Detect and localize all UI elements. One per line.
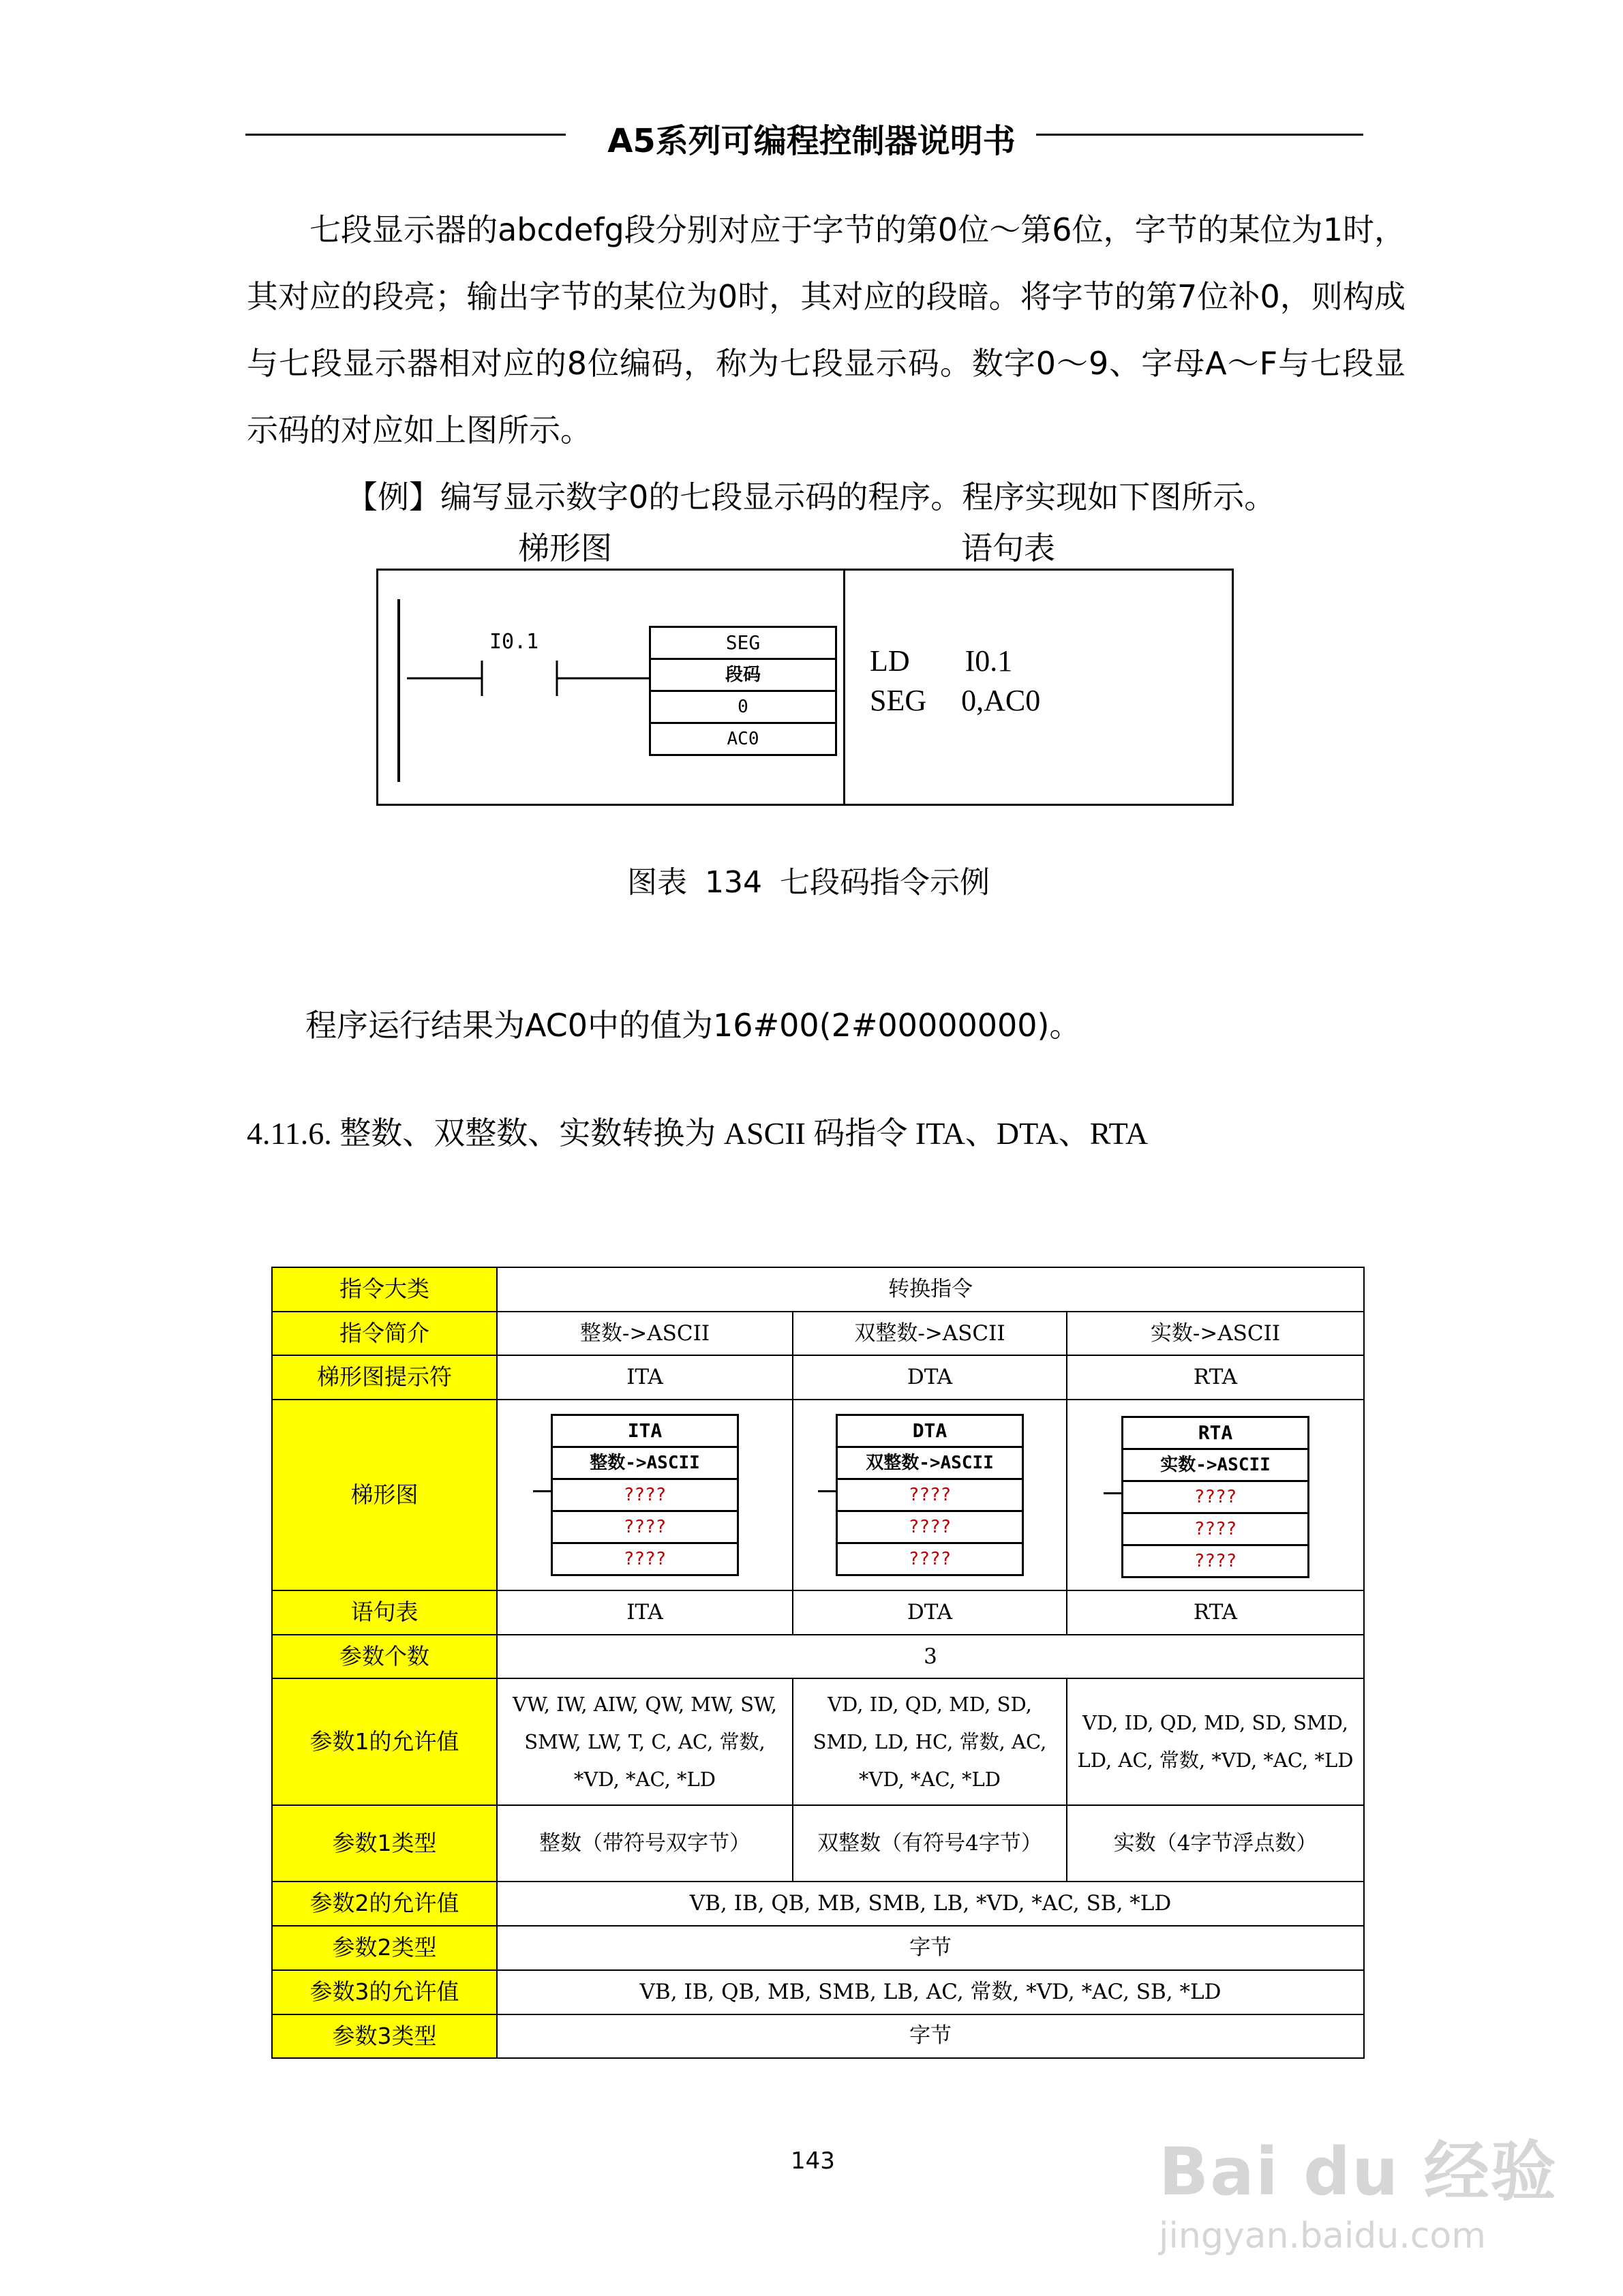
symbol-rta: RTA bbox=[1067, 1355, 1364, 1400]
label-p2-allowed: 参数2的允许值 bbox=[272, 1882, 497, 1926]
stl-line-2 bbox=[870, 683, 1040, 718]
table-row bbox=[272, 1590, 1364, 1635]
dta-box-title: DTA bbox=[836, 1414, 1024, 1448]
rta-box bbox=[1121, 1416, 1309, 1578]
ladder-cell-dta bbox=[793, 1400, 1067, 1590]
category-value: 转换指令 bbox=[497, 1267, 1364, 1312]
seg-box-title: SEG bbox=[649, 626, 837, 660]
brief-dta: 双整数->ASCII bbox=[793, 1312, 1067, 1356]
dta-box bbox=[836, 1414, 1024, 1576]
label-stl: 语句表 bbox=[272, 1590, 497, 1635]
spec-table bbox=[271, 1267, 1365, 2059]
p1-allowed-rta: VD, ID, QD, MD, SD, SMD, LD, AC, 常数, *VD, *AC, *LD bbox=[1067, 1678, 1364, 1805]
ita-box bbox=[551, 1414, 739, 1576]
ita-rung-stub bbox=[533, 1490, 551, 1492]
ladder-cell-rta bbox=[1067, 1400, 1364, 1590]
dta-box-param: ???? bbox=[836, 1544, 1024, 1576]
stl-heading: 语句表 bbox=[961, 530, 1055, 567]
header-title: A5系列可编程控制器说明书 bbox=[607, 122, 1016, 160]
table-row bbox=[272, 2014, 1364, 2059]
stl-arg-2: 0,AC0 bbox=[961, 684, 1041, 717]
p1-type-rta: 实数（4字节浮点数） bbox=[1067, 1805, 1364, 1882]
p2-allowed-value: VB, IB, QB, MB, SMB, LB, *VD, *AC, SB, *LD bbox=[497, 1882, 1364, 1926]
label-brief: 指令简介 bbox=[272, 1312, 497, 1356]
seg-box-param-2: AC0 bbox=[649, 724, 837, 756]
table-row bbox=[272, 1678, 1364, 1805]
rta-box-param: ???? bbox=[1121, 1546, 1309, 1578]
table-row bbox=[272, 1312, 1364, 1356]
ita-box-title: ITA bbox=[551, 1414, 739, 1448]
table-row bbox=[272, 1805, 1364, 1882]
label-p2-type: 参数2类型 bbox=[272, 1926, 497, 1970]
dta-box-param: ???? bbox=[836, 1512, 1024, 1544]
result-line: 程序运行结果为AC0中的值为16#00(2#00000000)。 bbox=[305, 1007, 1081, 1044]
stl-op-2: SEG bbox=[870, 684, 927, 717]
table-row bbox=[272, 1635, 1364, 1679]
label-category: 指令大类 bbox=[272, 1267, 497, 1312]
stl-rta: RTA bbox=[1067, 1590, 1364, 1635]
table-row bbox=[272, 1267, 1364, 1312]
p1-allowed-dta: VD, ID, QD, MD, SD, SMD, LD, HC, 常数, AC, *VD, *AC, *LD bbox=[793, 1678, 1067, 1805]
section-heading: 4.11.6. 整数、双整数、实数转换为 ASCII 码指令 ITA、DTA、RTA bbox=[247, 1116, 1149, 1151]
label-p3-type: 参数3类型 bbox=[272, 2014, 497, 2059]
ladder-heading: 梯形图 bbox=[518, 530, 612, 567]
p3-type-value: 字节 bbox=[497, 2014, 1364, 2059]
label-ladder: 梯形图 bbox=[272, 1400, 497, 1590]
label-ladder-symbol: 梯形图提示符 bbox=[272, 1355, 497, 1400]
brief-ita: 整数->ASCII bbox=[497, 1312, 793, 1356]
p2-type-value: 字节 bbox=[497, 1926, 1364, 1970]
label-p1-type: 参数1类型 bbox=[272, 1805, 497, 1882]
rta-box-sub: 实数->ASCII bbox=[1121, 1450, 1309, 1482]
stl-dta: DTA bbox=[793, 1590, 1067, 1635]
ladder-cell-ita bbox=[497, 1400, 793, 1590]
rta-rung-stub bbox=[1104, 1492, 1121, 1494]
watermark-brand: Bai du 经验 bbox=[1159, 2134, 1558, 2210]
p1-type-ita: 整数（带符号双字节） bbox=[497, 1805, 793, 1882]
figure-caption: 图表 134 七段码指令示例 bbox=[627, 865, 990, 900]
p1-allowed-ita: VW, IW, AIW, QW, MW, SW, SMW, LW, T, C, AC, 常数, *VD, *AC, *LD bbox=[497, 1678, 793, 1805]
symbol-ita: ITA bbox=[497, 1355, 793, 1400]
dta-box-param: ???? bbox=[836, 1480, 1024, 1512]
intro-paragraph: 七段显示器的abcdefg段分别对应于字节的第0位～第6位，字节的某位为1时，其对应的段亮；输出字节的某位为0时，其对应的段暗。将字节的第7位补0，则构成与七段显示器相对应的8位编码，称为七段显示码。数字0～9、字母A～F与七段显示码的对应如上图所示。 bbox=[247, 211, 1406, 449]
brief-rta: 实数->ASCII bbox=[1067, 1312, 1364, 1356]
ita-box-sub: 整数->ASCII bbox=[551, 1448, 739, 1480]
rta-box-title: RTA bbox=[1121, 1416, 1309, 1450]
table-row bbox=[272, 1882, 1364, 1926]
table-row bbox=[272, 1355, 1364, 1400]
label-param-count: 参数个数 bbox=[272, 1635, 497, 1679]
stl-ita: ITA bbox=[497, 1590, 793, 1635]
watermark-url: jingyan.baidu.com bbox=[1159, 2216, 1486, 2256]
ita-box-param: ???? bbox=[551, 1480, 739, 1512]
dta-box-sub: 双整数->ASCII bbox=[836, 1448, 1024, 1480]
stl-arg-1: I0.1 bbox=[965, 644, 1013, 678]
label-p3-allowed: 参数3的允许值 bbox=[272, 1970, 497, 2014]
table-row bbox=[272, 1400, 1364, 1590]
header-rule-right bbox=[1036, 134, 1363, 136]
rta-box-param: ???? bbox=[1121, 1514, 1309, 1546]
stl-op-1: LD bbox=[870, 644, 910, 678]
ita-box-param: ???? bbox=[551, 1544, 739, 1576]
contact-label: I0.1 bbox=[489, 630, 539, 654]
param-count-value: 3 bbox=[497, 1635, 1364, 1679]
table-row bbox=[272, 1970, 1364, 2014]
page-number: 143 bbox=[791, 2147, 835, 2175]
stl-line-1 bbox=[870, 644, 1012, 678]
seg-box-sub: 段码 bbox=[649, 660, 837, 692]
label-p1-allowed: 参数1的允许值 bbox=[272, 1678, 497, 1805]
example-line: 【例】编写显示数字0的七段显示码的程序。程序实现如下图所示。 bbox=[346, 479, 1276, 515]
symbol-dta: DTA bbox=[793, 1355, 1067, 1400]
p1-type-dta: 双整数（有符号4字节） bbox=[793, 1805, 1067, 1882]
dta-rung-stub bbox=[818, 1490, 836, 1492]
seg-box-param-1: 0 bbox=[649, 692, 837, 724]
ita-box-param: ???? bbox=[551, 1512, 739, 1544]
table-row bbox=[272, 1926, 1364, 1970]
rta-box-param: ???? bbox=[1121, 1482, 1309, 1514]
p3-allowed-value: VB, IB, QB, MB, SMB, LB, AC, 常数, *VD, *AC, SB, *LD bbox=[497, 1970, 1364, 2014]
seg-box bbox=[649, 626, 837, 756]
figure-divider bbox=[843, 569, 845, 806]
